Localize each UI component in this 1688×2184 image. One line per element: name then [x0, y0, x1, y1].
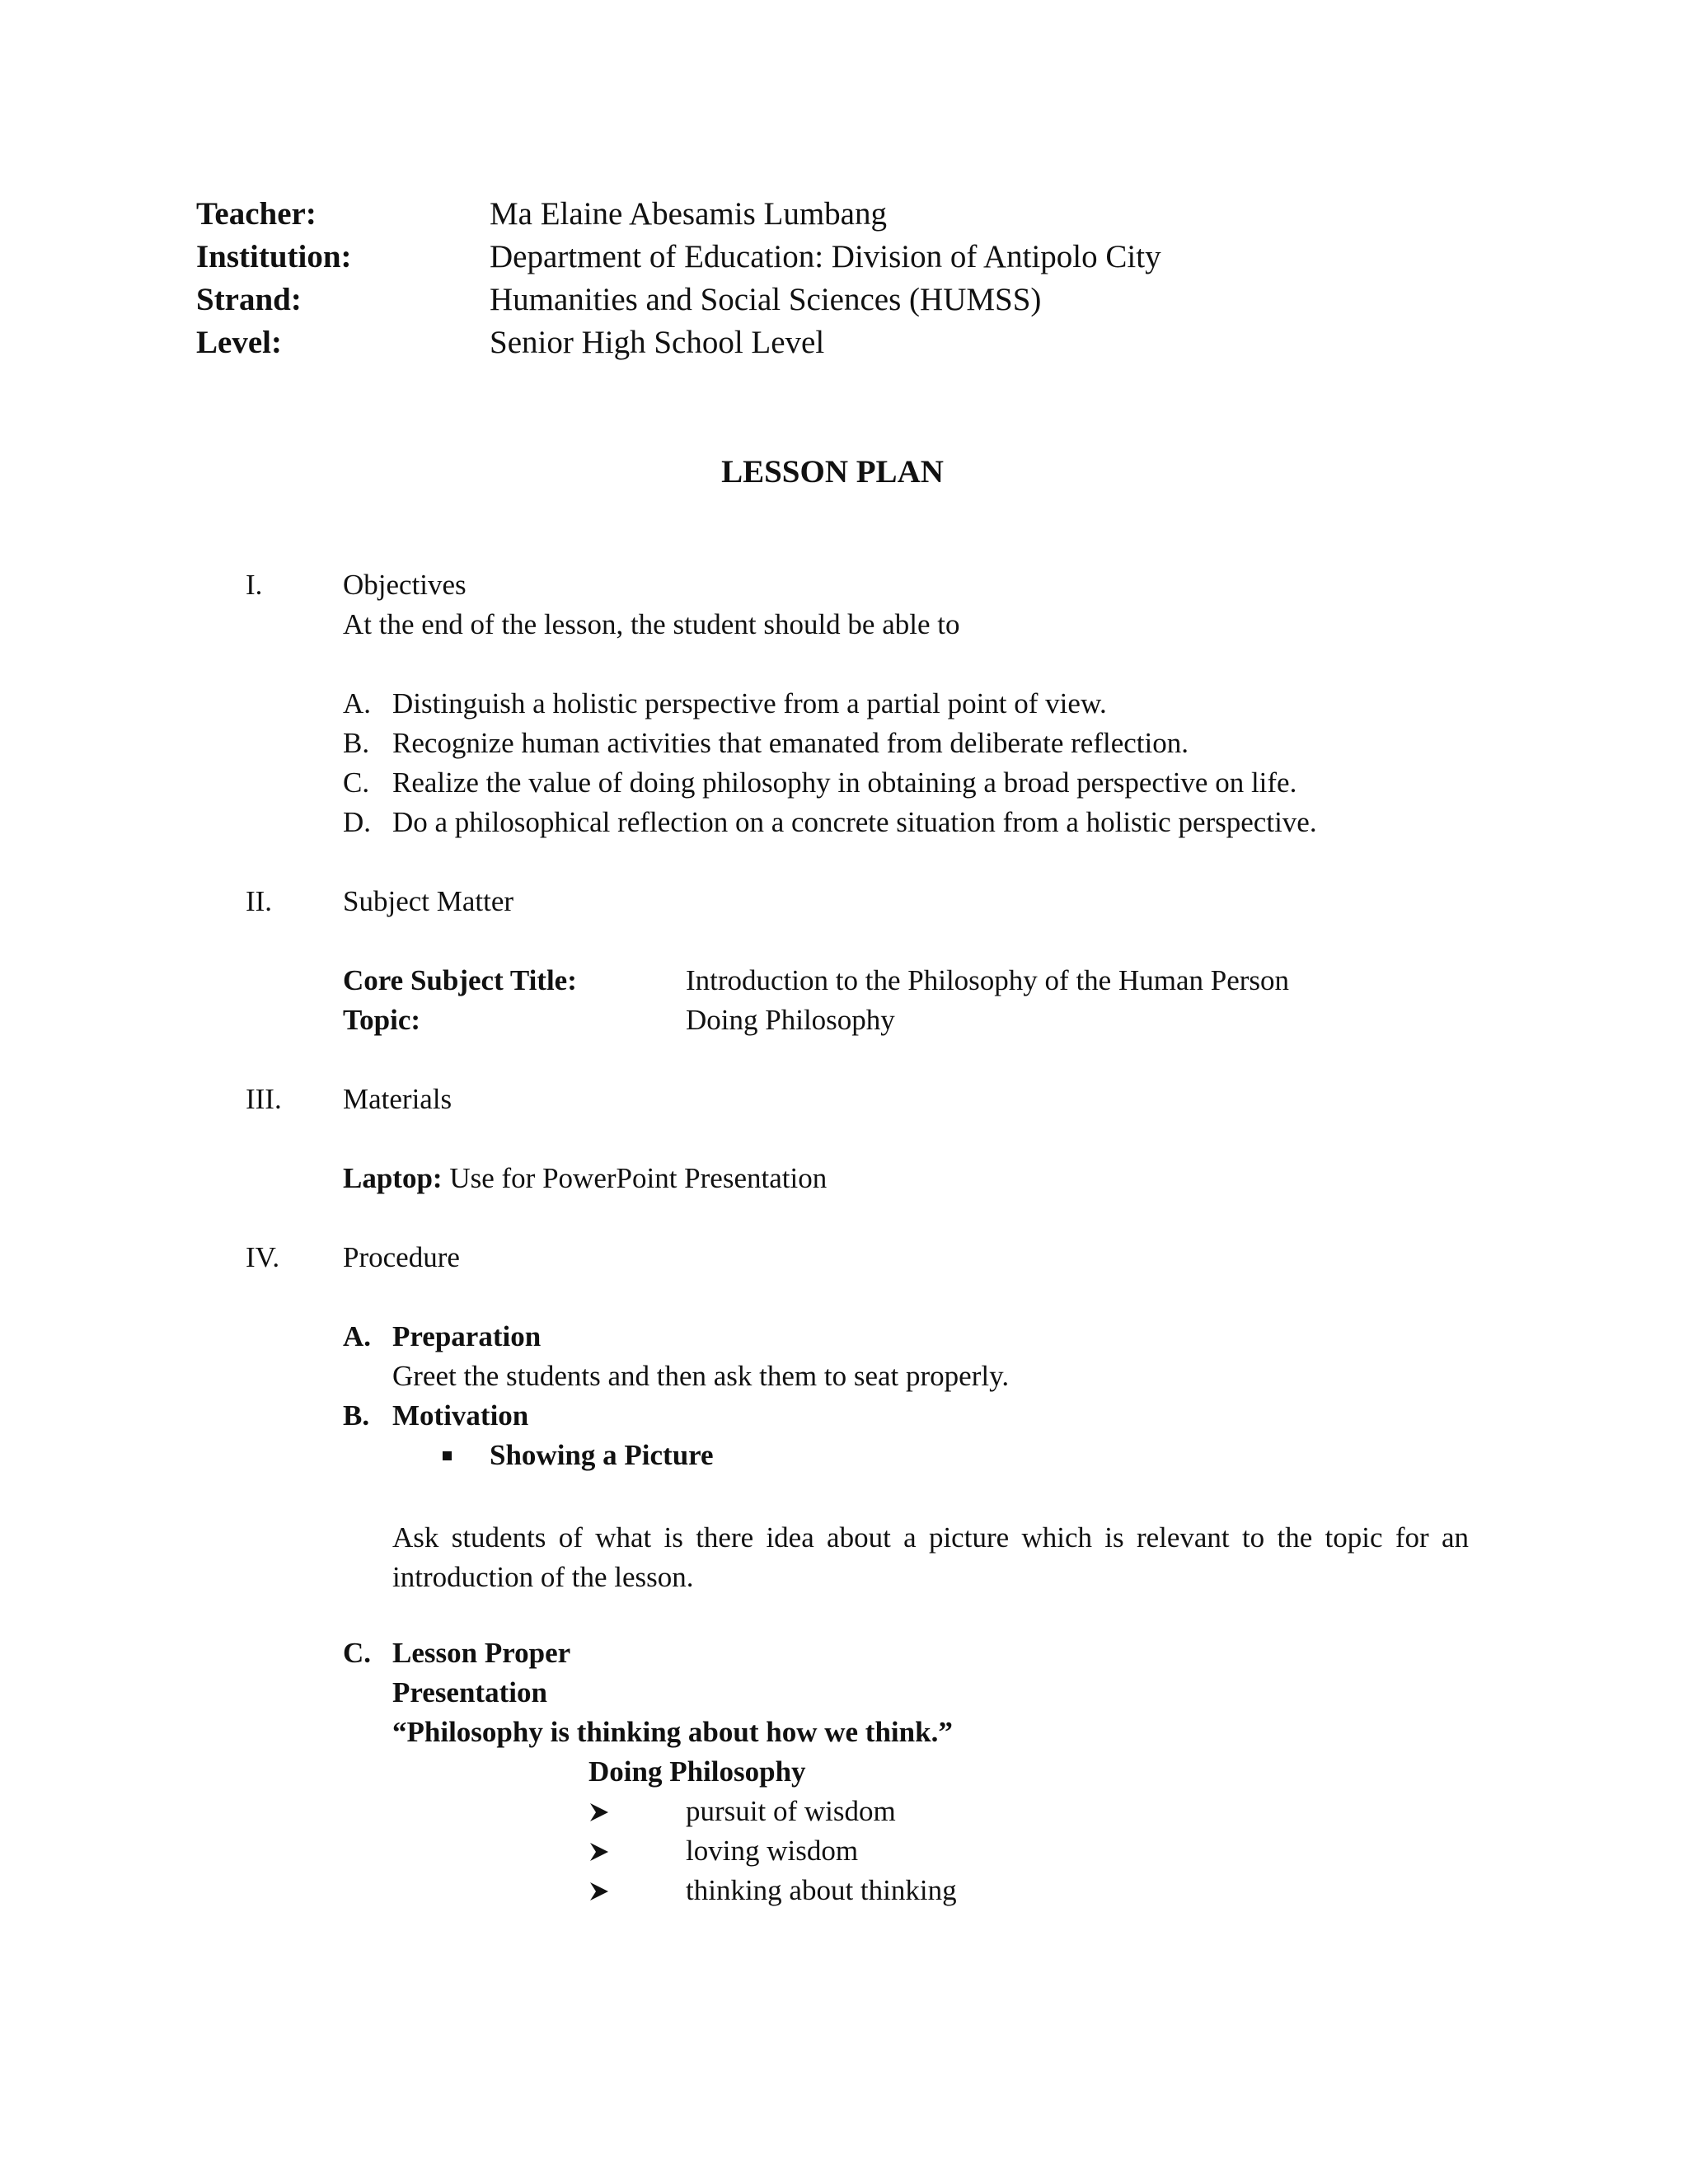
preparation-letter: A. [343, 1320, 372, 1352]
arrow-bullet-icon [588, 1841, 610, 1863]
core-subject-label: Core Subject Title: [343, 964, 577, 996]
objectives-intro: At the end of the lesson, the student should be able to [343, 608, 960, 640]
strand-value: Humanities and Social Sciences (HUMSS) [490, 282, 1042, 317]
topic-value: Doing Philosophy [686, 1004, 895, 1036]
level-value: Senior High School Level [490, 325, 825, 360]
doing-philosophy-subheading: Doing Philosophy [588, 1755, 806, 1788]
presentation-heading: Presentation [392, 1676, 547, 1708]
motivation-text: Ask students of what is there idea about a picture which is relevant to the topic for an introduction of the lesson. [392, 1521, 1469, 1593]
teacher-value: Ma Elaine Abesamis Lumbang [490, 196, 887, 232]
objective-d-text: Do a philosophical reflection on a concrete situation from a holistic perspective. [392, 806, 1317, 838]
motivation-letter: B. [343, 1399, 370, 1432]
institution-label: Institution: [196, 239, 352, 274]
materials-laptop-line [343, 1162, 827, 1195]
list-item: loving wisdom [686, 1835, 859, 1867]
philosophy-quote: “Philosophy is thinking about how we think.” [392, 1716, 953, 1748]
subject-matter-numeral: II. [246, 885, 273, 917]
objective-c-letter: C. [343, 766, 370, 799]
lesson-proper-heading: Lesson Proper [392, 1637, 571, 1669]
arrow-bullet-icon [588, 1802, 610, 1823]
laptop-label: Laptop: [343, 1162, 443, 1194]
preparation-text: Greet the students and then ask them to seat properly. [392, 1360, 1010, 1392]
core-subject-value: Introduction to the Philosophy of the Human Person [686, 964, 1290, 996]
materials-heading: Materials [343, 1083, 452, 1115]
objective-c-text: Realize the value of doing philosophy in obtaining a broad perspective on life. [392, 766, 1297, 799]
teacher-label: Teacher: [196, 196, 316, 232]
strand-label: Strand: [196, 282, 302, 317]
objective-b-letter: B. [343, 727, 370, 759]
subject-matter-heading: Subject Matter [343, 885, 514, 917]
level-label: Level: [196, 325, 282, 360]
list-item: pursuit of wisdom [686, 1795, 896, 1827]
procedure-numeral: IV. [246, 1241, 280, 1273]
procedure-heading: Procedure [343, 1241, 460, 1273]
square-bullet-icon [443, 1451, 452, 1460]
materials-numeral: III. [246, 1083, 282, 1115]
arrow-bullet-icon [588, 1881, 610, 1902]
lesson-proper-letter: C. [343, 1637, 372, 1669]
topic-label: Topic: [343, 1004, 421, 1036]
objectives-numeral: I. [246, 569, 263, 601]
objective-d-letter: D. [343, 806, 372, 838]
objective-a-letter: A. [343, 687, 372, 719]
page-title: LESSON PLAN [721, 454, 944, 490]
motivation-bullet-text: Showing a Picture [490, 1439, 714, 1471]
laptop-value: Use for PowerPoint Presentation [449, 1162, 828, 1194]
institution-value: Department of Education: Division of Antipolo City [490, 239, 1161, 274]
objective-a-text: Distinguish a holistic perspective from a partial point of view. [392, 687, 1107, 719]
motivation-heading: Motivation [392, 1399, 529, 1432]
objectives-heading: Objectives [343, 569, 467, 601]
preparation-heading: Preparation [392, 1320, 542, 1352]
objective-b-text: Recognize human activities that emanated from deliberate reflection. [392, 727, 1189, 759]
list-item: thinking about thinking [686, 1874, 957, 1906]
